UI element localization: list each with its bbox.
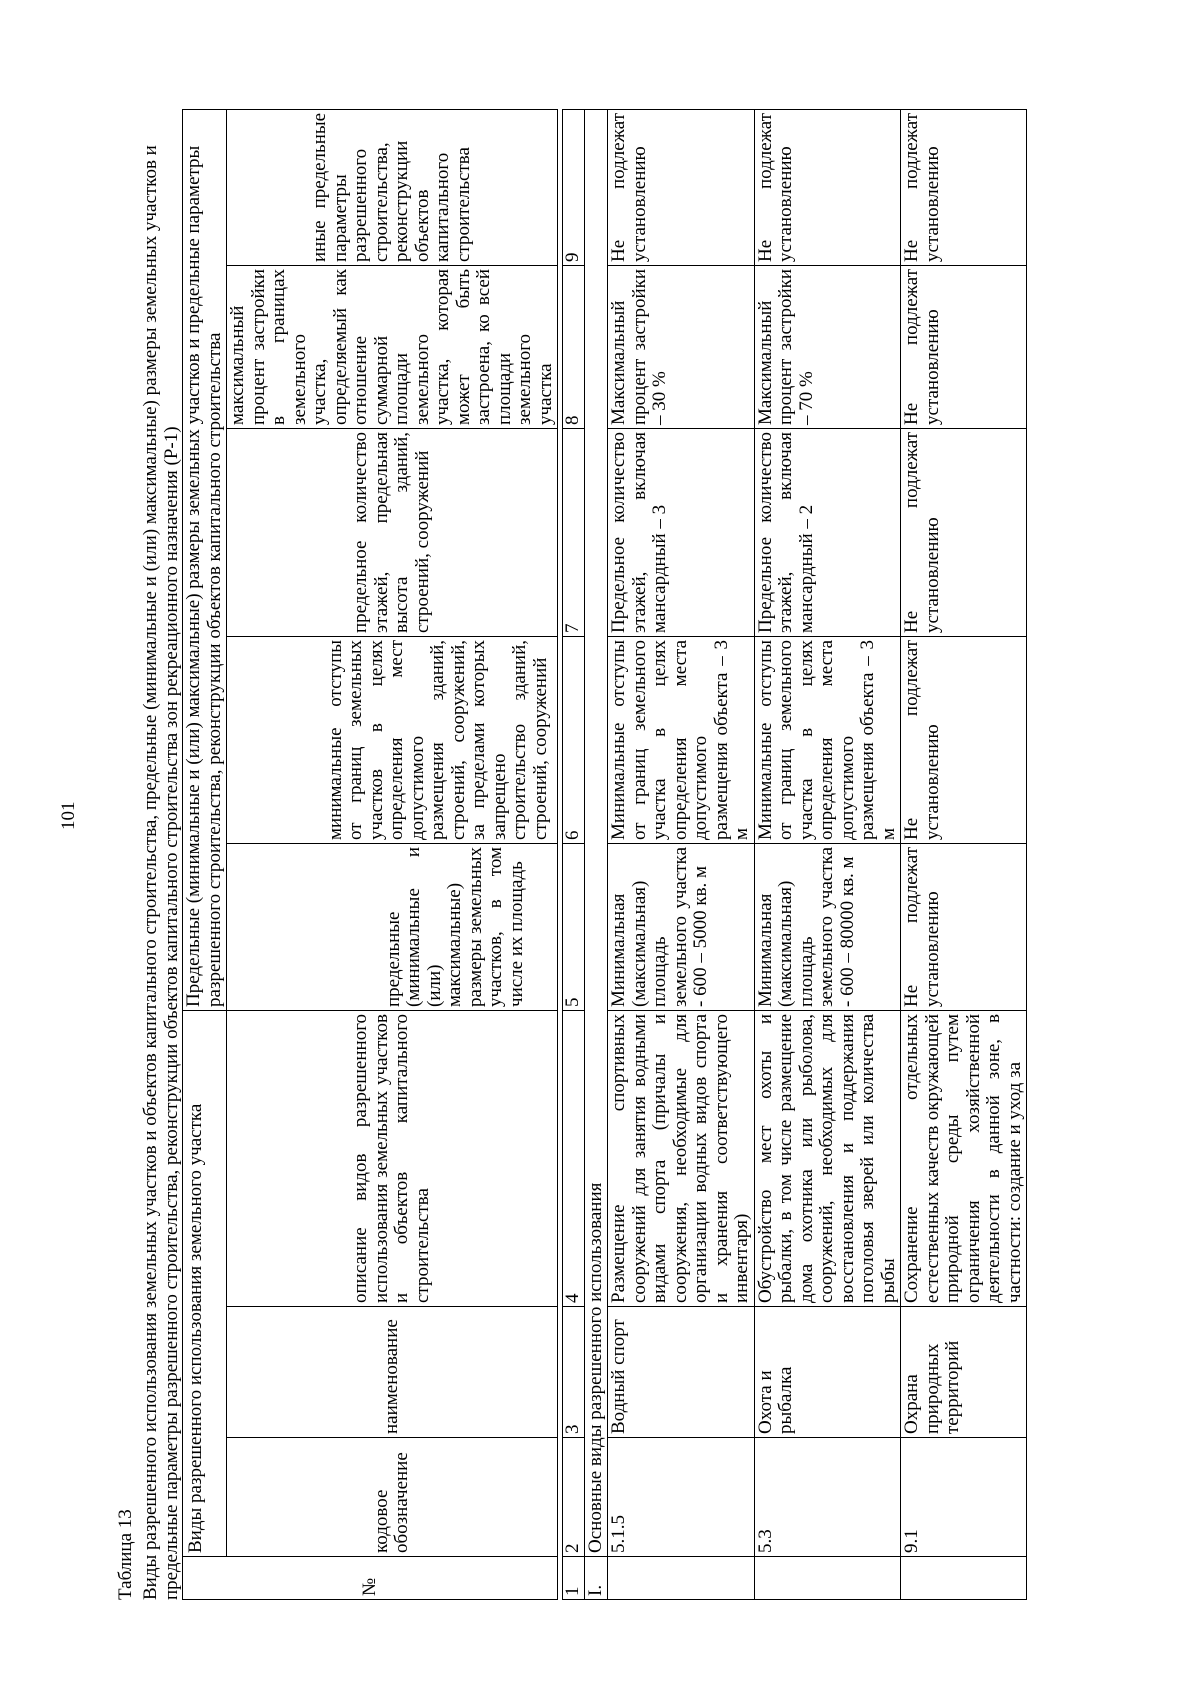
col-number: 8 bbox=[563, 265, 585, 428]
col-number: 1 bbox=[563, 1557, 585, 1600]
header-group-uses: Виды разрешенного использования земельного участка bbox=[183, 1010, 227, 1556]
row-other: Не подлежат установлению bbox=[901, 109, 1027, 265]
row-setback: Не подлежат установлению bbox=[901, 636, 1027, 843]
table-title: Виды разрешенного использования земельных участков и объектов капитального строительства, предельные (минимальные и (или) максимальные) размеры земельных участков и предельные параметры разрешенного строительства, реконструкции объектов капитального строительства зон рекреационного назначения (Р-1) bbox=[140, 145, 182, 1600]
row-other: Не подлежат установлению bbox=[754, 109, 901, 265]
header-size: предельные (минимальные и (или) максимальные) размеры земельных участков, в том числе их площадь bbox=[227, 843, 558, 1010]
row-setback: Минимальные отступы от границ земельного участка в целях определения места допустимого размещения объекта – 3 м bbox=[608, 636, 755, 843]
header-no: № bbox=[183, 1557, 558, 1600]
table-row bbox=[608, 109, 755, 1599]
rotated-page-content bbox=[115, 90, 1115, 1600]
section-number: I. bbox=[584, 1557, 608, 1600]
row-name: Охота и рыбалка bbox=[754, 1307, 901, 1438]
row-size: Не подлежат установлению bbox=[901, 843, 1027, 1010]
page-number: 101 bbox=[58, 801, 79, 830]
header-group-params: Предельные (минимальные и (или) максимальные) размеры земельных участков и предельные параметры разрешенного строительства, реконструкции объектов капитального строительства bbox=[183, 109, 227, 1010]
header-description: описание видов разрешенного использования земельных участков и объектов капитального строительства bbox=[227, 1010, 558, 1306]
table-row bbox=[901, 109, 1027, 1599]
header-code: кодовое обозначение bbox=[227, 1438, 558, 1557]
header-coverage: максимальный процент застройки в границах земельного участка, определяемый как отношение суммарной площади земельного участка, которая может быть застроена, ко всей площади земельного участка bbox=[227, 265, 558, 428]
col-number: 2 bbox=[563, 1438, 585, 1557]
table-row bbox=[754, 109, 901, 1599]
table-label: Таблица 13 bbox=[115, 1509, 136, 1600]
column-numbers-row bbox=[563, 109, 585, 1599]
row-code: 5.1.5 bbox=[608, 1438, 755, 1557]
row-name: Водный спорт bbox=[608, 1307, 755, 1438]
header-row-2 bbox=[227, 109, 558, 1599]
row-no bbox=[608, 1557, 755, 1600]
row-code: 5.3 bbox=[754, 1438, 901, 1557]
col-number: 6 bbox=[563, 636, 585, 843]
row-other: Не подлежат установлению bbox=[608, 109, 755, 265]
row-coverage: Максимальный процент застройки – 30 % bbox=[608, 265, 755, 428]
header-other: иные предельные параметры разрешенного строительства, реконструкции объектов капитального строительства bbox=[227, 109, 558, 265]
col-number: 3 bbox=[563, 1307, 585, 1438]
section-row bbox=[584, 109, 608, 1599]
row-no bbox=[901, 1557, 1027, 1600]
header-floors: предельное количество этажей, предельная высота зданий, строений, сооружений bbox=[227, 428, 558, 636]
row-coverage: Не подлежат установлению bbox=[901, 265, 1027, 428]
header-name: наименование bbox=[227, 1307, 558, 1438]
row-setback: Минимальные отступы от границ земельного участка в целях определения места допустимого размещения объекта – 3 м bbox=[754, 636, 901, 843]
row-size: Минимальная (максимальная) площадь земельного участка - 600 – 80000 кв. м bbox=[754, 843, 901, 1010]
row-description: Сохранение отдельных естественных качеств окружающей природной среды путем ограничения хозяйственной деятельности в данной зоне, в частности: создание и уход за bbox=[901, 1010, 1027, 1306]
col-number: 4 bbox=[563, 1010, 585, 1306]
row-description: Обустройство мест охоты и рыбалки, в том числе размещение дома охотника или рыболова, сооружений, необходимых для восстановления и поддержания поголовья зверей или количества рыбы bbox=[754, 1010, 901, 1306]
zoning-table bbox=[182, 109, 1027, 1600]
row-name: Охрана природных территорий bbox=[901, 1307, 1027, 1438]
header-setback: минимальные отступы от границ земельных участков в целях определения мест допустимого размещения зданий, строений, сооружений, за пределами которых запрещено строительство зданий, строений, сооружений bbox=[227, 636, 558, 843]
col-number: 7 bbox=[563, 428, 585, 636]
row-code: 9.1 bbox=[901, 1438, 1027, 1557]
row-no bbox=[754, 1557, 901, 1600]
row-floors: Не подлежат установлению bbox=[901, 428, 1027, 636]
header-row-1 bbox=[183, 109, 227, 1599]
section-title: Основные виды разрешенного использования bbox=[584, 109, 608, 1556]
row-coverage: Максимальный процент застройки – 70 % bbox=[754, 265, 901, 428]
row-size: Минимальная (максимальная) площадь земельного участка - 600 – 5000 кв. м bbox=[608, 843, 755, 1010]
row-floors: Предельное количество этажей, включая мансардный – 3 bbox=[608, 428, 755, 636]
col-number: 5 bbox=[563, 843, 585, 1010]
col-number: 9 bbox=[563, 109, 585, 265]
row-floors: Предельное количество этажей, включая мансардный – 2 bbox=[754, 428, 901, 636]
row-description: Размещение спортивных сооружений для занятия водными видами спорта (причалы и сооружения, необходимые для организации водных видов спорта и хранения соответствующего инвентаря) bbox=[608, 1010, 755, 1306]
